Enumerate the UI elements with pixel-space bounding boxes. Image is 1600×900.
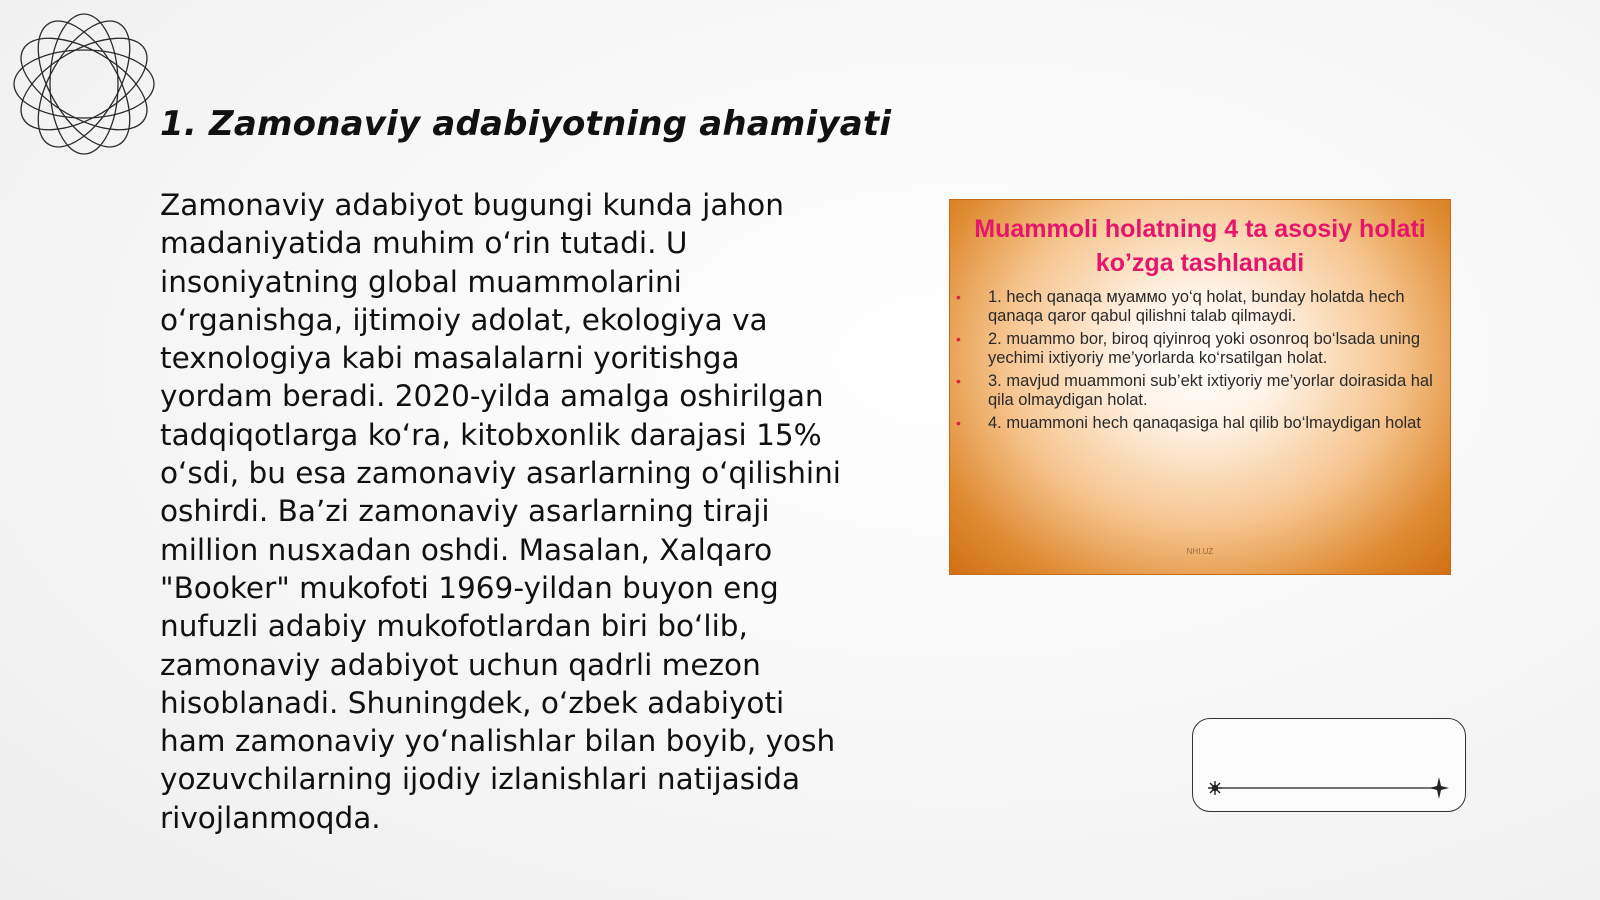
decorative-line-frame [1192,718,1466,812]
slide-bullet-list [950,288,1440,438]
bullet-icon: • [956,415,961,431]
spirograph-logo-icon [8,8,160,160]
slide-item-text: 4. muammoni hech qanaqasiga hal qilib bo‘lmaydigan holat [988,414,1421,432]
slide-list-item [950,288,1440,325]
slide-title: Muammoli holatning 4 ta asosiy holati ko’zga tashlanadi [974,215,1426,277]
four-point-star-icon [1429,777,1449,799]
slide-list-item [950,330,1440,367]
bullet-icon: • [956,373,961,389]
slide-list-item [950,414,1440,433]
slide-item-text: 2. muammo bor, biroq qiyinroq yoki osonroq bo‘lsada uning yechimi ixtiyoriy me’yorlarda ko‘rsatilgan holat. [988,330,1420,367]
bullet-icon: • [956,289,961,305]
slide-footer: NHI.UZ [1186,547,1214,556]
body-paragraph: Zamonaviy adabiyot bugungi kunda jahon madaniyatida muhim o‘rin tutadi. U insoniyatning global muammolarini o‘rganishga, ijtimoiy adolat, ekologiya va texnologiya kabi masalalarni yoritishga yordam beradi. 2020-yilda amalga oshirilgan tadqiqotlarga ko‘ra, kitobxonlik darajasi 15% o‘sdi, bu esa zamonaviy asarlarning o‘qilishini oshirdi. Ba’zi zamonaviy asarlarning tiraji million nusxadan oshdi. Masalan, Xalqaro "Booker" mukofoti 1969-yildan buyon eng nufuzli adabiy mukofotlardan biri bo‘lib, zamonaviy adabiyot uchun qadrli mezon hisoblanadi. Shuningdek, o‘zbek adabiyoti ham zamonaviy yo‘nalishlar bilan boyib, yosh yozuvchilarning ijodiy izlanishlari natijasida rivojlanmoqda. [160,188,841,835]
line-ornament [1193,719,1465,811]
sparkle-icon [1208,781,1222,795]
slide-item-text: 3. mavjud muammoni sub’ekt ixtiyoriy me’yorlar doirasida hal qila olmaydigan holat. [988,372,1433,409]
slide-item-text: 1. hech qanaqa муаммо yo‘q holat, bunday holatda hech qanaqa qaror qabul qilishni talab qilmaydi. [988,288,1405,325]
page-title: 1. Zamonaviy adabiyotning ahamiyati [160,104,892,144]
bullet-icon: • [956,331,961,347]
slide-list-item [950,372,1440,409]
embedded-slide-image [950,200,1450,574]
